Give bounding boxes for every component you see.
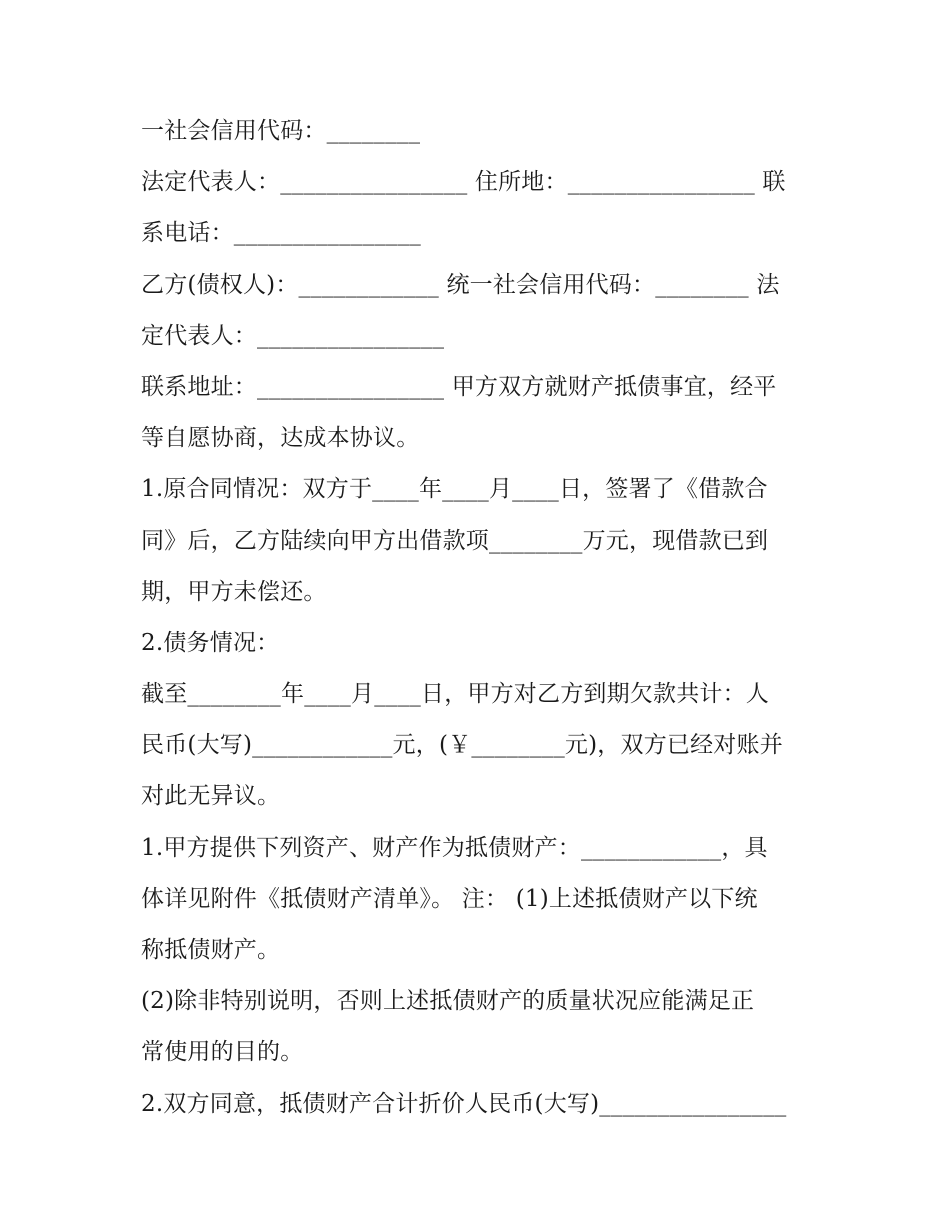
text-line: 系电话：________________ bbox=[141, 220, 421, 247]
text-line: 等自愿协商，达成本协议。 bbox=[141, 425, 420, 452]
text-line: 体详见附件《抵债财产清单》。 注： (1)上述抵债财产以下统 bbox=[141, 885, 758, 912]
text-line: (2)除非特别说明，否则上述抵债财产的质量状况应能满足正 bbox=[141, 988, 755, 1015]
text-line: 称抵债财产。 bbox=[141, 937, 281, 963]
text-line: 期，甲方未偿还。 bbox=[141, 578, 327, 605]
text-line: 民币(大写)____________元，(￥________元)，双方已经对账并 bbox=[141, 732, 783, 759]
text-line: 联系地址：________________ 甲方双方就财产抵债事宜，经平 bbox=[141, 373, 777, 400]
text-line: 2.双方同意，抵债财产合计折价人民币(大写)________________ bbox=[141, 1090, 787, 1117]
text-line: 常使用的目的。 bbox=[141, 1039, 304, 1066]
text-line: 同》后，乙方陆续向甲方出借款项________万元，现借款已到 bbox=[141, 527, 769, 554]
text-line: 2.债务情况： bbox=[141, 629, 280, 656]
text-line: 法定代表人：________________ 住所地：________________ 联 bbox=[141, 169, 786, 196]
text-line: 1.甲方提供下列资产、财产作为抵债财产：____________，具 bbox=[141, 834, 768, 861]
document-body bbox=[141, 106, 811, 1130]
text-line: 一社会信用代码：________ bbox=[141, 118, 421, 144]
text-line: 对此无异议。 bbox=[141, 783, 281, 810]
text-line: 定代表人：________________ bbox=[141, 322, 445, 349]
text-line: 截至________年____月____日，甲方对乙方到期欠款共计：人 bbox=[141, 681, 769, 708]
text-line: 1.原合同情况：双方于____年____月____日，签署了《借款合 bbox=[141, 476, 768, 503]
text-line: 乙方(债权人)：____________ 统一社会信用代码：________ 法 bbox=[141, 271, 780, 298]
